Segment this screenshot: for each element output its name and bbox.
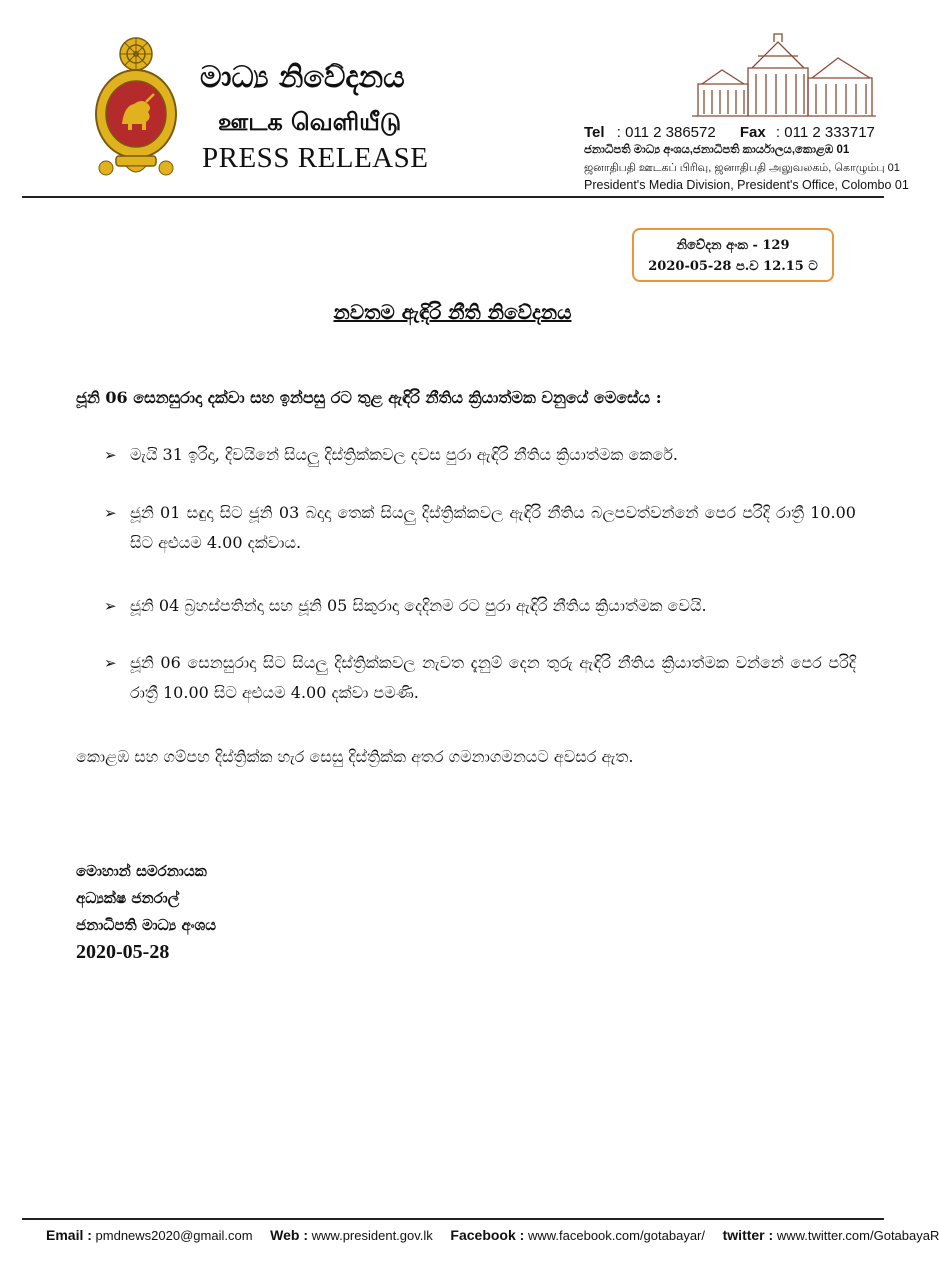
facebook-link[interactable]: www.facebook.com/gotabayar/	[527, 1228, 705, 1243]
title-english: PRESS RELEASE	[202, 142, 429, 174]
tel-value: : 011 2 386572	[616, 124, 716, 141]
footer	[46, 1227, 939, 1243]
release-number-box	[632, 228, 834, 282]
list-item-text: ජූනි 04 බ්‍රහස්පතින්දා සහ ජූනි 05 සිකුරාදා දෙදිනම රට පුරා ඇඳිරි නීතිය ක්‍රියාත්මක වෙයි.	[130, 596, 707, 615]
contact-phone-fax	[584, 124, 875, 141]
address-tamil: ஜனாதிபதி ஊடகப் பிரிவு, ஜனாதிபதி அலுவலகம், கொழும்பு 01	[584, 162, 900, 174]
fax-value: : 011 2 333717	[775, 124, 875, 141]
footer-divider	[22, 1218, 884, 1220]
web-link[interactable]: www.president.gov.lk	[311, 1228, 433, 1243]
signatory-title: අධ්‍යක්ෂ ජනරාල්	[76, 889, 180, 907]
intro-paragraph: ජූනි 06 සෙනසුරාදා දක්වා සහ ඉන්පසු රට තුළ ඇඳිරි නීතිය ක්‍රියාත්මක වනුයේ මෙසේය :	[76, 388, 662, 407]
arrow-bullet-icon: ➢	[104, 597, 117, 615]
tel-label: Tel	[584, 124, 605, 141]
fax-label: Fax	[739, 124, 766, 141]
title-sinhala: මාධ්‍ය නිවේදනය	[200, 60, 405, 95]
signatory-name: මොහාන් සමරනායක	[76, 862, 207, 880]
arrow-bullet-icon: ➢	[104, 504, 117, 522]
signature-date: 2020-05-28	[76, 941, 170, 963]
twitter-link[interactable]: www.twitter.com/GotabayaR	[776, 1228, 939, 1243]
list-item-text: ජූනි 01 සඳුදා සිට ජූනි 03 බදාදා තෙක් සියලු දිස්ත්‍රික්කවල ඇඳිරි නීතිය බලපවත්වන්නේ පෙර පරිදි රාත්‍රී 10.00 සිට අළුයම 4.00 දක්වාය.	[130, 503, 856, 552]
release-number: නිවේදන අංක - 129	[676, 238, 790, 253]
address-sinhala: ජනාධිපති මාධ්‍ය අංශය,ජනාධිපති කාර්යාලය,කොළඹ 01	[584, 144, 850, 156]
twitter-label: twitter :	[722, 1227, 774, 1243]
arrow-bullet-icon: ➢	[104, 446, 117, 464]
facebook-label: Facebook :	[450, 1227, 525, 1243]
closing-paragraph: කොළඹ සහ ගම්පහ දිස්ත්‍රික්ක හැර සෙසු දිස්ත්‍රික්ක අතර ගමනාගමනයට අවසර ඇත.	[76, 747, 634, 766]
email-label: Email :	[46, 1227, 92, 1243]
presidents-house-icon	[688, 28, 880, 120]
sri-lanka-emblem-icon	[86, 32, 186, 178]
page-title: නවතම ඇඳිරි නීති නිවේදනය	[333, 300, 572, 324]
arrow-bullet-icon: ➢	[104, 654, 117, 672]
signatory-office: ජනාධිපති මාධ්‍ය අංශය	[76, 916, 217, 934]
title-tamil: ஊடக வெளியீடு	[218, 108, 402, 136]
header-divider	[22, 196, 884, 198]
list-item-text: මැයි 31 ඉරිදා, දිවයිනේ සියලු දිස්ත්‍රික්කවල දවස පුරා ඇඳිරි නීතිය ක්‍රියාත්මක කෙරේ.	[130, 445, 679, 464]
email-link[interactable]: pmdnews2020@gmail.com	[95, 1228, 253, 1243]
release-datetime: 2020-05-28 ප.ව 12.15 ට	[648, 259, 818, 274]
address-english: President's Media Division, President's Office, Colombo 01	[584, 178, 909, 192]
list-item-text: ජූනි 06 සෙනසුරාදා සිට සියලු දිස්ත්‍රික්කවල නැවත දැනුම් දෙන තුරු ඇඳිරි නීතිය ක්‍රියාත්මක වන්නේ පෙර පරිදි රාත්‍රී 10.00 සිට අළුයම 4.00 දක්වා පමණි.	[130, 653, 856, 702]
web-label: Web :	[270, 1227, 309, 1243]
